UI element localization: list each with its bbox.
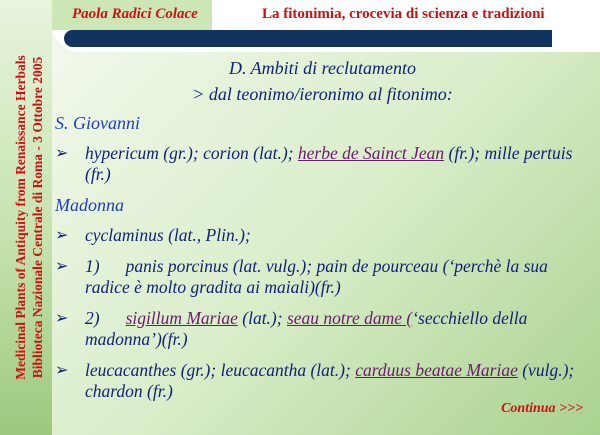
header-bar bbox=[64, 30, 552, 47]
item-text: hypericum (gr.); corion (lat.); bbox=[85, 143, 298, 163]
slide-subtitle: > dal teonimo/ieronimo al fitonimo: bbox=[192, 84, 453, 104]
author-name: Paola Radici Colace bbox=[72, 6, 198, 22]
slide-title: D. Ambiti di reclutamento bbox=[229, 58, 416, 78]
item-link: seau notre dame ( bbox=[286, 308, 413, 328]
arrow-bullet-icon: ➢ bbox=[55, 227, 69, 244]
list-item bbox=[55, 256, 590, 298]
arrow-bullet-icon: ➢ bbox=[55, 310, 69, 327]
vertical-caption-line1: Medicinal Plants of Antiquity from Renaissance Herbals bbox=[13, 55, 28, 380]
vertical-caption-line2: Biblioteca Nazionale Centrale di Roma - 3 Ottobre 2005 bbox=[30, 56, 45, 379]
list-item bbox=[55, 143, 590, 185]
vertical-caption bbox=[12, 20, 46, 415]
continue-link[interactable]: Continua >>> bbox=[501, 401, 583, 416]
item-text: (fr.); mille pertuis (fr.) bbox=[85, 143, 573, 184]
item-text: panis porcinus (lat. vulg.); pain de pourceau (‘perchè la sua radice è molto gradita ai maiali)(fr.) bbox=[85, 256, 548, 297]
list-item bbox=[55, 360, 590, 402]
arrow-bullet-icon: ➢ bbox=[55, 362, 69, 379]
item-link: sigillum Mariae bbox=[125, 308, 238, 328]
slide-content bbox=[55, 58, 590, 412]
section-title-s-giovanni: S. Giovanni bbox=[55, 113, 140, 133]
item-text: cyclaminus (lat., Plin.); bbox=[85, 225, 251, 245]
item-number: 1) bbox=[85, 256, 100, 276]
arrow-bullet-icon: ➢ bbox=[55, 258, 69, 275]
list-item bbox=[55, 225, 590, 246]
item-text: leucacanthes (gr.); leucacantha (lat.); bbox=[85, 360, 356, 380]
item-text: (lat.); bbox=[237, 308, 287, 328]
slide-header-title: La fitonimia, crocevia di scienza e tradizioni bbox=[262, 6, 545, 22]
arrow-bullet-icon: ➢ bbox=[55, 145, 69, 162]
item-link: herbe de Sainct Jean bbox=[297, 143, 445, 163]
list-item bbox=[55, 308, 590, 350]
item-number: 2) bbox=[85, 308, 100, 328]
item-link: carduus beatae Mariae bbox=[355, 360, 518, 380]
item-text: (vulg.); chardon (fr.) bbox=[85, 360, 575, 401]
section-title-madonna: Madonna bbox=[55, 195, 124, 215]
item-text: ‘secchiello della madonna’)(fr.) bbox=[85, 308, 528, 349]
